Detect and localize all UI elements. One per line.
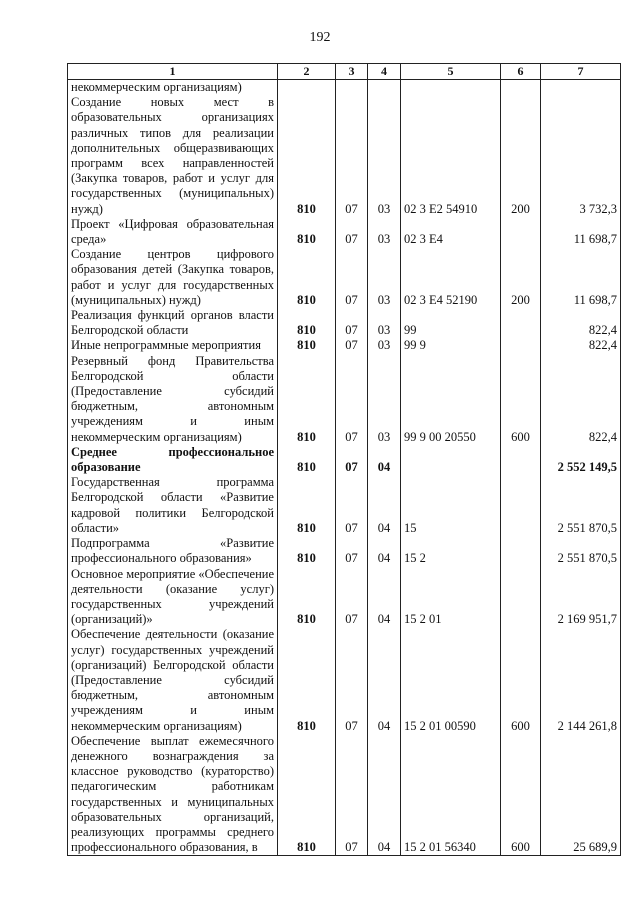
table-row xyxy=(68,354,621,445)
expense-type-cell xyxy=(501,217,541,247)
header-row xyxy=(68,64,621,80)
header-col-5: 5 xyxy=(401,64,501,80)
expense-type-cell xyxy=(501,475,541,536)
row-name-cell: Основное мероприятие «Обеспечение деятельности (оказание услуг) государственных учреждений (организаций)» xyxy=(68,567,278,628)
expense-type-cell xyxy=(501,308,541,338)
kbk-ministry-cell: 810 xyxy=(278,354,336,445)
subsection-cell xyxy=(368,80,401,96)
row-name-cell: Обеспечение деятельности (оказание услуг) государственных учреждений (организаций) Белгородской области (Предоставление субсидий бюджетным, автономным учреждениям и иным некоммерческим организациям) xyxy=(68,627,278,733)
section-cell: 07 xyxy=(336,95,368,217)
table-row xyxy=(68,475,621,536)
table-row xyxy=(68,734,621,856)
amount-cell: 2 551 870,5 xyxy=(541,475,621,536)
section-cell: 07 xyxy=(336,338,368,353)
kbk-ministry-cell: 810 xyxy=(278,734,336,856)
header-col-6: 6 xyxy=(501,64,541,80)
subsection-cell: 03 xyxy=(368,217,401,247)
subsection-cell: 03 xyxy=(368,354,401,445)
amount-cell: 3 732,3 xyxy=(541,95,621,217)
expense-type-cell xyxy=(501,338,541,353)
section-cell: 07 xyxy=(336,734,368,856)
expense-type-cell xyxy=(501,80,541,96)
row-name-cell: Иные непрограммные мероприятия xyxy=(68,338,278,353)
amount-cell: 822,4 xyxy=(541,338,621,353)
target-article-cell xyxy=(401,80,501,96)
row-name-cell: Подпрограмма «Развитие профессионального образования» xyxy=(68,536,278,566)
kbk-ministry-cell: 810 xyxy=(278,445,336,475)
table-row xyxy=(68,536,621,566)
amount-cell: 2 552 149,5 xyxy=(541,445,621,475)
amount-cell: 2 169 951,7 xyxy=(541,567,621,628)
amount-cell: 2 551 870,5 xyxy=(541,536,621,566)
kbk-ministry-cell: 810 xyxy=(278,217,336,247)
section-cell: 07 xyxy=(336,354,368,445)
header-col-3: 3 xyxy=(336,64,368,80)
kbk-ministry-cell: 810 xyxy=(278,627,336,733)
target-article-cell: 02 3 E2 54910 xyxy=(401,95,501,217)
table-row xyxy=(68,80,621,96)
subsection-cell: 04 xyxy=(368,475,401,536)
target-article-cell: 02 3 E4 52190 xyxy=(401,247,501,308)
expense-type-cell xyxy=(501,536,541,566)
table-row xyxy=(68,308,621,338)
row-name-cell: Среднее профессиональное образование xyxy=(68,445,278,475)
row-name-cell: Государственная программа Белгородской области «Развитие кадровой политики Белгородской области» xyxy=(68,475,278,536)
header-col-7: 7 xyxy=(541,64,621,80)
kbk-ministry-cell: 810 xyxy=(278,567,336,628)
subsection-cell: 04 xyxy=(368,536,401,566)
expense-type-cell: 200 xyxy=(501,247,541,308)
expense-type-cell: 600 xyxy=(501,734,541,856)
kbk-ministry-cell: 810 xyxy=(278,95,336,217)
page-number: 192 xyxy=(309,30,331,45)
expense-type-cell xyxy=(501,445,541,475)
section-cell xyxy=(336,80,368,96)
amount-cell xyxy=(541,80,621,96)
section-cell: 07 xyxy=(336,308,368,338)
target-article-cell: 15 2 01 56340 xyxy=(401,734,501,856)
kbk-ministry-cell: 810 xyxy=(278,475,336,536)
section-cell: 07 xyxy=(336,445,368,475)
table-row xyxy=(68,95,621,217)
expense-type-cell: 600 xyxy=(501,354,541,445)
section-cell: 07 xyxy=(336,536,368,566)
row-name-cell: Резервный фонд Правительства Белгородской области (Предоставление субсидий бюджетным, автономным учреждениям и иным некоммерческим организациям) xyxy=(68,354,278,445)
section-cell: 07 xyxy=(336,627,368,733)
target-article-cell: 99 xyxy=(401,308,501,338)
row-name-cell: некоммерческим организациям) xyxy=(68,80,278,96)
amount-cell: 822,4 xyxy=(541,308,621,338)
table-row xyxy=(68,627,621,733)
subsection-cell: 03 xyxy=(368,247,401,308)
target-article-cell: 15 2 xyxy=(401,536,501,566)
target-article-cell: 02 3 E4 xyxy=(401,217,501,247)
row-name-cell: Проект «Цифровая образовательная среда» xyxy=(68,217,278,247)
row-name-cell: Обеспечение выплат ежемесячного денежного вознаграждения за классное руководство (кураторство) педагогическим работникам государственных и муниципальных образовательных организаций, реализующих программы среднего профессионального образования, в xyxy=(68,734,278,856)
kbk-ministry-cell: 810 xyxy=(278,247,336,308)
budget-table xyxy=(67,63,621,856)
target-article-cell: 99 9 00 20550 xyxy=(401,354,501,445)
subsection-cell: 03 xyxy=(368,338,401,353)
amount-cell: 11 698,7 xyxy=(541,247,621,308)
subsection-cell: 03 xyxy=(368,308,401,338)
table-row xyxy=(68,247,621,308)
section-cell: 07 xyxy=(336,567,368,628)
header-col-2: 2 xyxy=(278,64,336,80)
amount-cell: 822,4 xyxy=(541,354,621,445)
target-article-cell: 15 2 01 00590 xyxy=(401,627,501,733)
table-row xyxy=(68,567,621,628)
amount-cell: 11 698,7 xyxy=(541,217,621,247)
row-name-cell: Создание новых мест в образовательных организациях различных типов для реализации дополнительных общеразвивающих программ всех направленностей (Закупка товаров, работ и услуг для государственных (муниципальных) нужд) xyxy=(68,95,278,217)
expense-type-cell xyxy=(501,567,541,628)
amount-cell: 2 144 261,8 xyxy=(541,627,621,733)
kbk-ministry-cell: 810 xyxy=(278,338,336,353)
kbk-ministry-cell: 810 xyxy=(278,308,336,338)
subsection-cell: 04 xyxy=(368,567,401,628)
header-col-1: 1 xyxy=(68,64,278,80)
kbk-ministry-cell: 810 xyxy=(278,536,336,566)
section-cell: 07 xyxy=(336,217,368,247)
target-article-cell: 15 xyxy=(401,475,501,536)
row-name-cell: Создание центров цифрового образования детей (Закупка товаров, работ и услуг для государственных (муниципальных) нужд) xyxy=(68,247,278,308)
target-article-cell: 99 9 xyxy=(401,338,501,353)
header-col-4: 4 xyxy=(368,64,401,80)
table-row xyxy=(68,445,621,475)
section-cell: 07 xyxy=(336,247,368,308)
subsection-cell: 04 xyxy=(368,445,401,475)
section-cell: 07 xyxy=(336,475,368,536)
subsection-cell: 04 xyxy=(368,734,401,856)
amount-cell: 25 689,9 xyxy=(541,734,621,856)
table-row xyxy=(68,338,621,353)
table-body xyxy=(68,80,621,856)
subsection-cell: 04 xyxy=(368,627,401,733)
target-article-cell xyxy=(401,445,501,475)
kbk-ministry-cell xyxy=(278,80,336,96)
subsection-cell: 03 xyxy=(368,95,401,217)
target-article-cell: 15 2 01 xyxy=(401,567,501,628)
row-name-cell: Реализация функций органов власти Белгородской области xyxy=(68,308,278,338)
expense-type-cell: 200 xyxy=(501,95,541,217)
expense-type-cell: 600 xyxy=(501,627,541,733)
table-row xyxy=(68,217,621,247)
